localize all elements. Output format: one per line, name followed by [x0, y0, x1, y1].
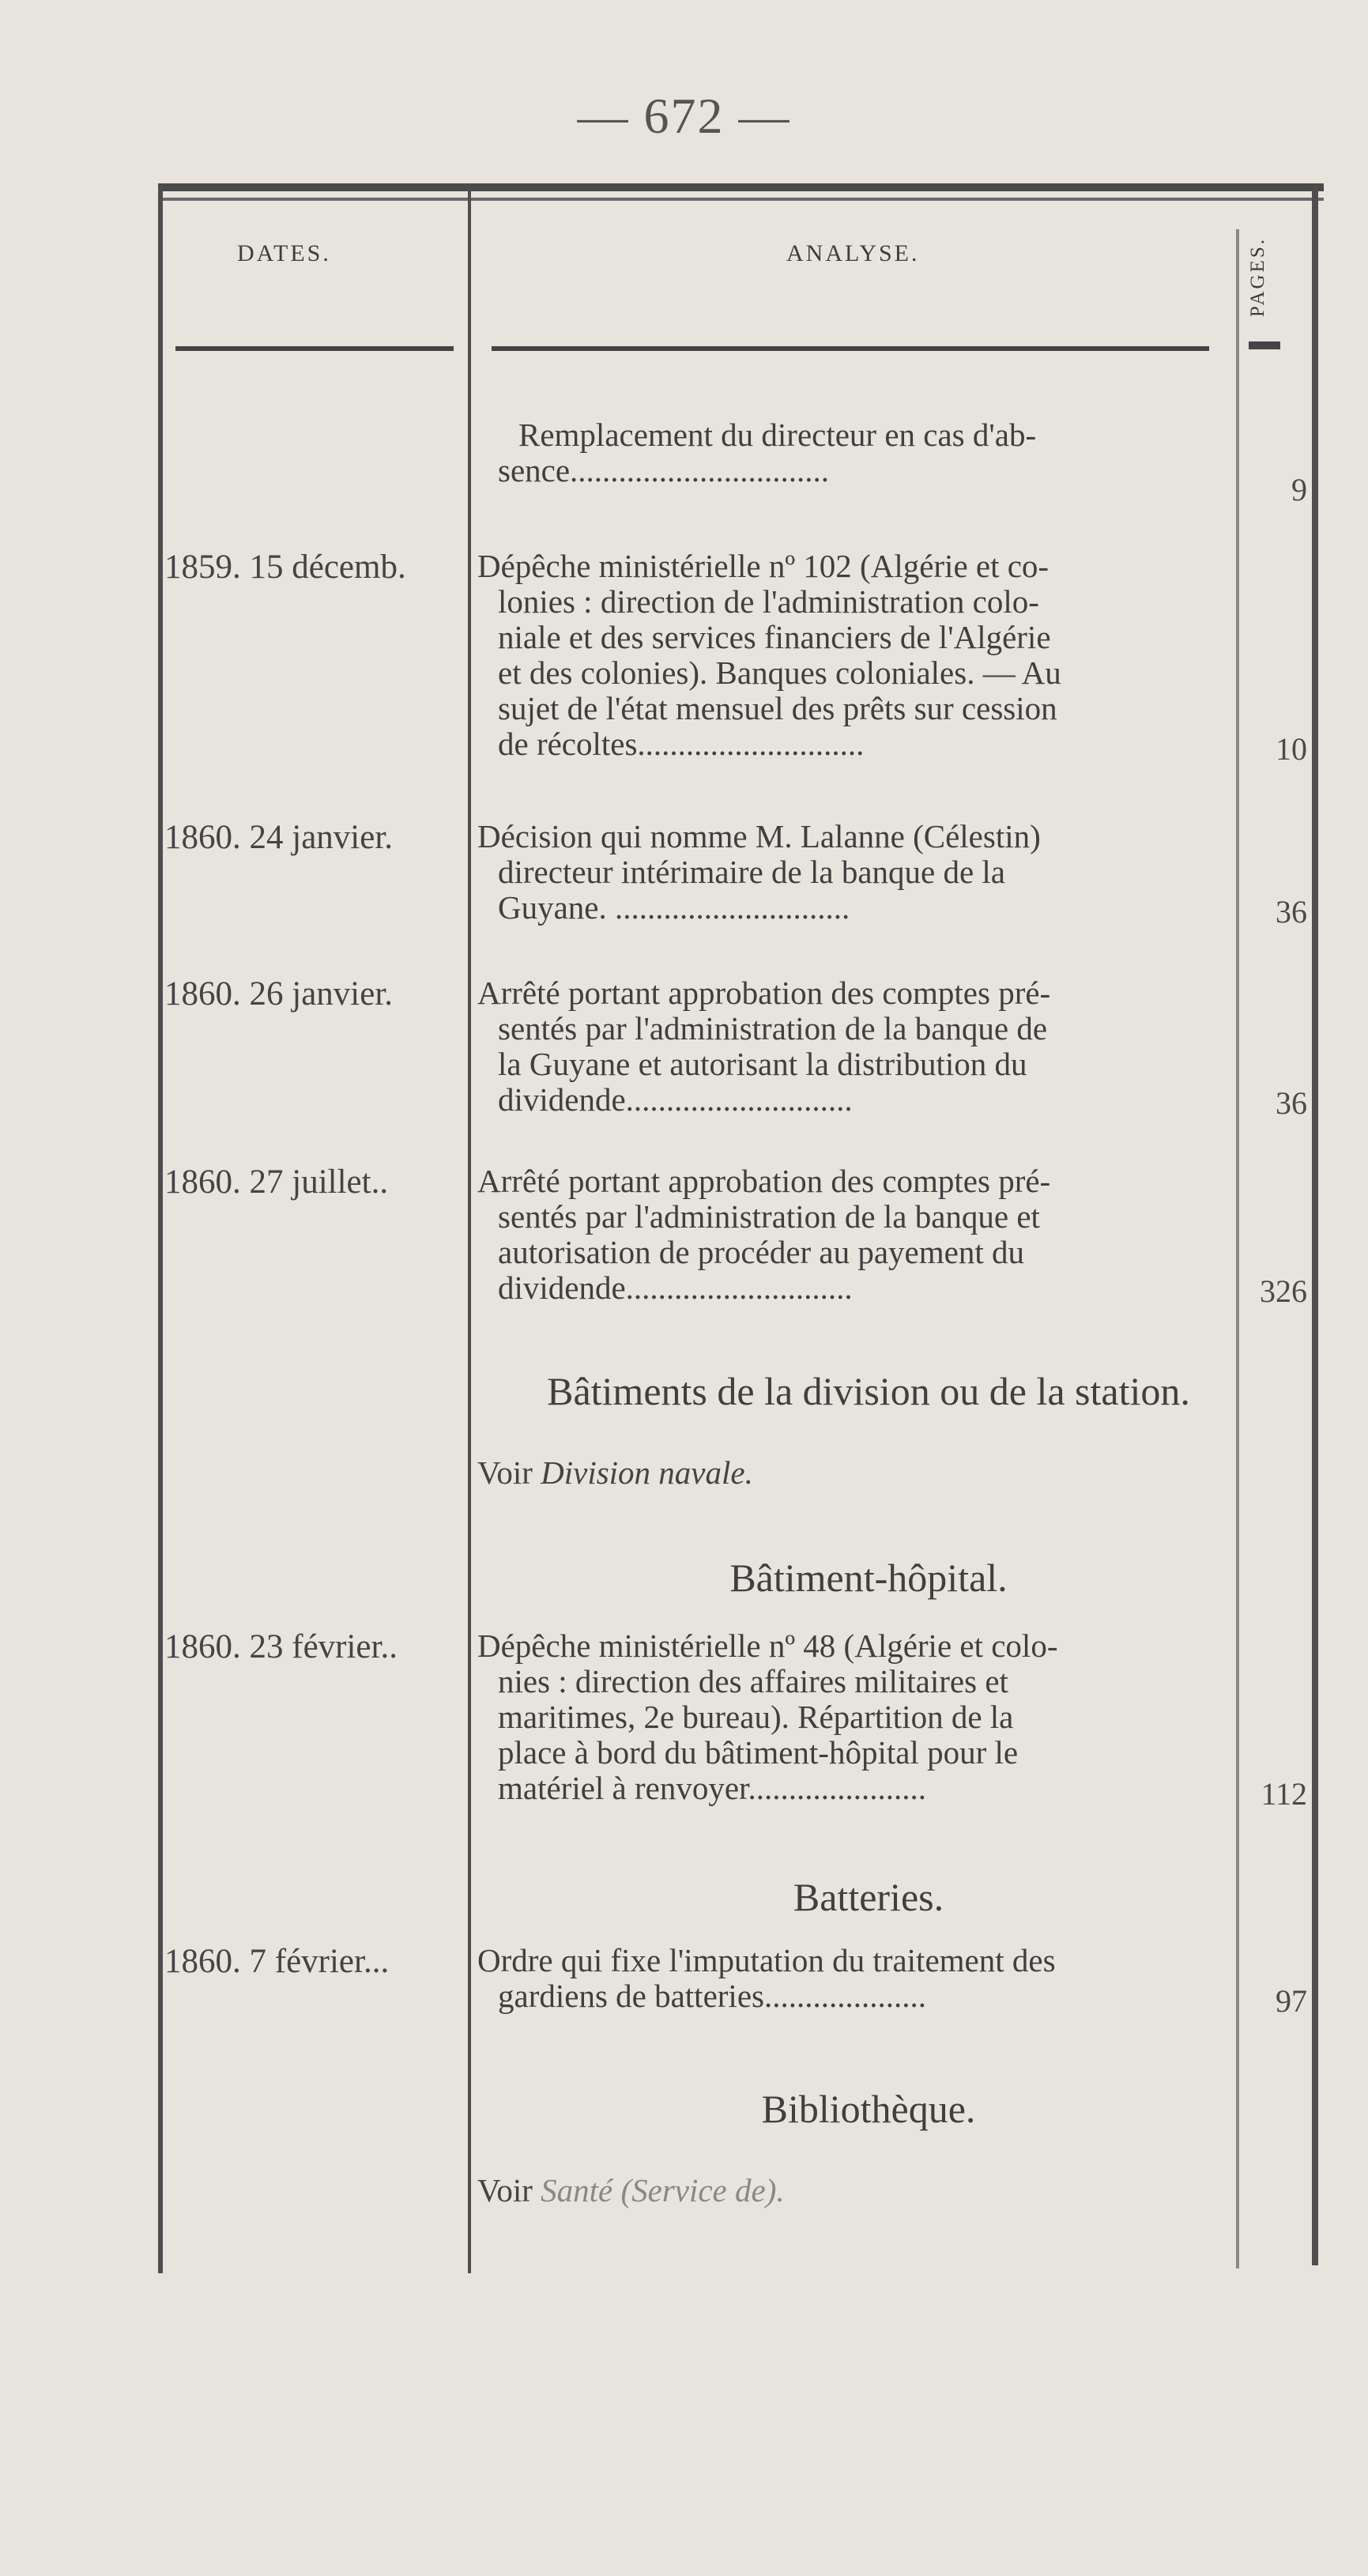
see-target: Division navale. [541, 1454, 753, 1491]
page-number: — 672 — [577, 88, 791, 144]
top-rule [158, 183, 1324, 191]
left-border [158, 187, 163, 2273]
entry-line: directeur intérimaire de la banque de la [498, 854, 1006, 890]
entry-line: sentés par l'administration de la banque et [498, 1198, 1040, 1235]
header-dates: DATES. [237, 240, 331, 266]
date-column-divider [468, 187, 471, 2273]
entry-date: 1860. 27 juillet.. [164, 1164, 389, 1201]
header-rule-pages [1249, 341, 1280, 349]
entry-line: Remplacement du directeur en cas d'ab- [518, 417, 1037, 453]
entry-remplacement [477, 417, 1260, 488]
entry-date: 1859. 15 décemb. [164, 549, 406, 586]
entry-line: sence................................ [498, 452, 830, 488]
entry-decision-lalanne [477, 819, 1260, 926]
section-heading-hopital: Bâtiment-hôpital. [729, 1556, 1008, 1600]
entry-line: Ordre qui fixe l'imputation du traitement des [477, 1942, 1056, 1978]
entry-line: niale et des services financiers de l'Algérie [498, 619, 1051, 655]
entry-depeche-102 [477, 549, 1260, 762]
header-rule-analysis [492, 346, 1209, 351]
entry-line: autorisation de procéder au payement du [498, 1234, 1024, 1270]
page-ref: 326 [1260, 1273, 1307, 1309]
entry-arrete-banque [477, 1164, 1260, 1306]
entry-line: Arrêté portant approbation des comptes pré- [477, 975, 1051, 1011]
section-heading-bibliotheque: Bibliothèque. [761, 2087, 976, 2131]
header-rule-dates [175, 346, 454, 351]
right-border [1312, 187, 1318, 2265]
entry-line: de récoltes............................ [498, 726, 865, 762]
page-ref: 112 [1261, 1776, 1307, 1812]
entry-line: Dépêche ministérielle nº 102 (Algérie et co- [477, 548, 1050, 584]
entry-date: 1860. 26 janvier. [164, 975, 394, 1013]
page-ref: 36 [1276, 894, 1307, 930]
entry-line: et des colonies). Banques coloniales. — Au [498, 654, 1061, 691]
entry-date: 1860. 7 février... [164, 1943, 390, 1980]
entry-line: Arrêté portant approbation des comptes pré- [477, 1163, 1051, 1199]
entry-line: nies : direction des affaires militaires et [498, 1663, 1008, 1699]
entry-line: dividende............................ [498, 1269, 853, 1306]
entry-date: 1860. 24 janvier. [164, 819, 394, 856]
page-ref: 36 [1276, 1085, 1307, 1121]
entry-line: matériel à renvoyer...................... [498, 1770, 926, 1806]
entry-line: gardiens de batteries.................... [498, 1978, 926, 2014]
top-rule-thin [158, 198, 1324, 201]
entry-line: lonies : direction de l'administration colo- [498, 583, 1039, 620]
see-target: Santé (Service de). [541, 2172, 785, 2208]
page-ref: 9 [1291, 472, 1307, 507]
entry-line: place à bord du bâtiment-hôpital pour le [498, 1734, 1019, 1771]
page-ref: 97 [1276, 1983, 1307, 2019]
see-prefix: Voir [477, 2172, 533, 2208]
entry-arrete-guyane [477, 975, 1260, 1118]
see-prefix: Voir [477, 1454, 533, 1491]
entry-line: Dépêche ministérielle nº 48 (Algérie et colo- [477, 1627, 1058, 1664]
see-reference-batiments [477, 1454, 753, 1491]
header-analysis: ANALYSE. [786, 240, 920, 266]
header-pages: PAGES. [1247, 237, 1268, 318]
entry-line: sujet de l'état mensuel des prêts sur cession [498, 690, 1057, 726]
entry-line: maritimes, 2e bureau). Répartition de la [498, 1699, 1014, 1735]
entry-date: 1860. 23 février.. [164, 1628, 398, 1665]
entry-line: la Guyane et autorisant la distribution du [498, 1046, 1027, 1082]
entry-depeche-48 [477, 1628, 1260, 1806]
see-reference-bibliotheque [477, 2172, 785, 2208]
entry-line: sentés par l'administration de la banque de [498, 1010, 1048, 1047]
page-ref: 10 [1276, 731, 1307, 767]
entry-line: dividende............................ [498, 1081, 853, 1118]
section-heading-batteries: Batteries. [793, 1875, 944, 1919]
entry-line: Guyane. ............................. [498, 889, 850, 926]
section-heading-batiments: Bâtiments de la division ou de la station. [547, 1369, 1190, 1413]
entry-line: Décision qui nomme M. Lalanne (Célestin) [477, 818, 1041, 854]
entry-ordre-batteries [477, 1943, 1260, 2014]
